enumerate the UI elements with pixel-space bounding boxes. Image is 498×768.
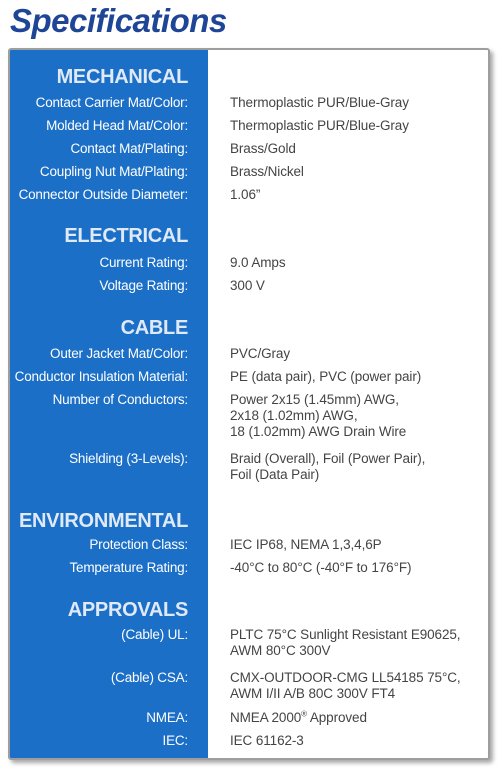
spec-value: [230, 560, 480, 576]
spec-value-line: 300 V: [230, 278, 265, 293]
spec-label: IEC:: [162, 733, 188, 748]
spec-value: [230, 141, 480, 157]
spec-label: Protection Class:: [89, 537, 188, 552]
spec-value-line: IEC IP68, NEMA 1,3,4,6P: [230, 537, 382, 552]
spec-label: Temperature Rating:: [69, 560, 188, 575]
section-heading-approvals: APPROVALS: [67, 599, 188, 621]
spec-value-line: PLTC 75°C Sunlight Resistant E90625,: [230, 627, 461, 642]
spec-value: [230, 346, 480, 362]
spec-value: [230, 369, 480, 385]
page-title: Specifications: [10, 2, 227, 39]
spec-label: Outer Jacket Mat/Color:: [50, 346, 188, 361]
spec-label: Contact Mat/Plating:: [70, 141, 188, 156]
section-heading-environmental: ENVIRONMENTAL: [18, 510, 188, 532]
spec-value-line: AWM 80°C 300V: [230, 643, 331, 658]
spec-value-line: NMEA 2000® Approved: [230, 709, 367, 725]
spec-value: [230, 733, 480, 749]
spec-label: NMEA:: [146, 710, 188, 725]
spec-value: [230, 95, 480, 111]
spec-value: [230, 118, 480, 134]
spec-value-line: Foil (Data Pair): [230, 467, 320, 482]
spec-value-line: -40°C to 80°C (-40°F to 176°F): [230, 560, 412, 575]
spec-value-line: 18 (1.02mm) AWG Drain Wire: [230, 424, 407, 439]
spec-value-line: AWM I/II A/B 80C 300V FT4: [230, 686, 396, 701]
spec-label: Coupling Nut Mat/Plating:: [39, 164, 188, 179]
spec-label: (Cable) UL:: [121, 627, 188, 642]
spec-value: [230, 710, 480, 726]
spec-value-line: CMX-OUTDOOR-CMG LL54185 75°C,: [230, 670, 461, 685]
spec-value: [230, 627, 480, 659]
spec-value-line: Power 2x15 (1.45mm) AWG,: [230, 392, 399, 407]
spec-value-line: Brass/Nickel: [230, 164, 304, 179]
spec-label: (Cable) CSA:: [110, 670, 188, 685]
spec-value: [230, 187, 480, 203]
spec-value-line: Thermoplastic PUR/Blue-Gray: [230, 95, 409, 110]
spec-label: Conductor Insulation Material:: [14, 369, 188, 384]
spec-value: [230, 278, 480, 294]
spec-value: [230, 451, 480, 483]
spec-value: [230, 670, 480, 702]
spec-label: Molded Head Mat/Color:: [46, 118, 188, 133]
spec-value: [230, 537, 480, 553]
section-heading-mechanical: MECHANICAL: [56, 66, 188, 88]
spec-label: Contact Carrier Mat/Color:: [35, 95, 188, 110]
spec-value-line: PE (data pair), PVC (power pair): [230, 369, 422, 384]
spec-label: Current Rating:: [99, 255, 188, 270]
section-heading-electrical: ELECTRICAL: [64, 225, 188, 247]
spec-value-line: 1.06”: [230, 187, 261, 202]
spec-value-line: 9.0 Amps: [230, 255, 286, 270]
section-heading-cable: CABLE: [120, 317, 188, 339]
spec-value-line: Braid (Overall), Foil (Power Pair),: [230, 451, 426, 466]
spec-value-line: 2x18 (1.02mm) AWG,: [230, 408, 358, 423]
spec-value-line: Thermoplastic PUR/Blue-Gray: [230, 118, 409, 133]
spec-value-line: PVC/Gray: [230, 346, 290, 361]
spec-label: Shielding (3-Levels):: [69, 451, 188, 466]
spec-value-line: IEC 61162-3: [230, 733, 304, 748]
spec-value: [230, 255, 480, 271]
spec-table: [8, 48, 490, 760]
spec-label: Number of Conductors:: [52, 392, 188, 407]
spec-label: Connector Outside Diameter:: [18, 187, 188, 202]
spec-label: Voltage Rating:: [99, 278, 188, 293]
spec-value: [230, 392, 480, 440]
spec-value: [230, 164, 480, 180]
spec-value-line: Brass/Gold: [230, 141, 296, 156]
